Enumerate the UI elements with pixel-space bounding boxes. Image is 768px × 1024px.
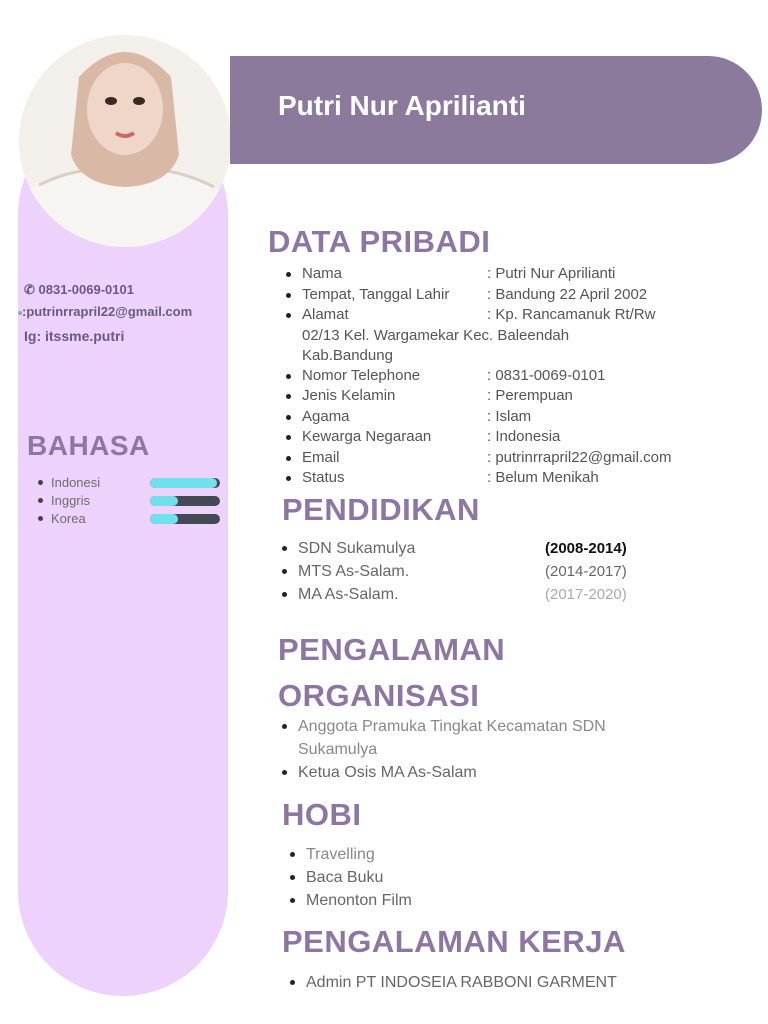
language-name: Korea — [51, 511, 86, 526]
personal-data-label-text: Agama — [302, 408, 350, 425]
kerja-title: PENGALAMAN KERJA — [282, 924, 626, 959]
personal-data-label — [286, 367, 420, 384]
education-years: (2008-2014) — [545, 540, 627, 557]
personal-data-label — [286, 387, 395, 404]
personal-data-label-text: Kewarga Negaraan — [302, 428, 432, 445]
bullet-icon — [290, 980, 295, 985]
hobi-item — [290, 892, 412, 910]
personal-data-value: : Indonesia — [487, 428, 561, 445]
organisasi-title-line2: ORGANISASI — [278, 678, 480, 713]
profile-photo — [19, 35, 231, 247]
personal-data-label-text: Email — [302, 449, 340, 466]
bullet-icon — [282, 724, 287, 729]
phone-icon: ✆ — [24, 282, 35, 297]
email-contact — [18, 304, 192, 319]
personal-data-value: : Putri Nur Aprilianti — [487, 265, 616, 282]
profile-photo-image — [19, 35, 231, 247]
kerja-item — [290, 974, 617, 992]
personal-data-value: : Perempuan — [487, 387, 573, 404]
bullet-icon — [290, 875, 295, 880]
kerja-item-text: Admin PT INDOSEIA RABBONI GARMENT — [306, 974, 617, 991]
hobi-item-text: Menonton Film — [306, 892, 412, 909]
organisasi-item-text: Anggota Pramuka Tingkat Kecamatan SDN — [298, 718, 606, 735]
organisasi-item — [282, 718, 606, 736]
bullet-icon — [286, 272, 291, 277]
bullet-icon — [286, 435, 291, 440]
bullet-icon — [290, 852, 295, 857]
personal-data-label-text: Tempat, Tanggal Lahir — [302, 286, 450, 303]
language-row — [38, 475, 220, 490]
bullet-icon — [286, 456, 291, 461]
bullet-icon — [286, 313, 291, 318]
education-years: (2017-2020) — [545, 586, 627, 603]
hobi-title: HOBI — [282, 797, 362, 832]
language-level-bar — [150, 514, 220, 524]
organisasi-item-text: Ketua Osis MA As-Salam — [298, 764, 477, 781]
personal-data-value: : putrinrrapril22@gmail.com — [487, 449, 672, 466]
bullet-icon — [286, 476, 291, 481]
phone-contact — [24, 282, 134, 298]
bullet-icon — [286, 415, 291, 420]
personal-data-value: : Kp. Rancamanuk Rt/Rw — [487, 306, 656, 323]
bullet-icon — [38, 498, 43, 503]
bullet-icon — [38, 480, 43, 485]
personal-data-label — [286, 408, 350, 425]
bullet-icon — [282, 569, 287, 574]
data-pribadi-title: DATA PRIBADI — [268, 224, 491, 259]
personal-data-label-text: Nomor Telephone — [302, 367, 421, 384]
instagram-contact: Ig: itssme.putri — [24, 328, 125, 344]
person-name: Putri Nur Aprilianti — [278, 90, 526, 121]
personal-data-label — [286, 306, 349, 323]
language-level-bar — [150, 496, 220, 506]
personal-data-label — [286, 449, 340, 466]
bullet-icon — [282, 770, 287, 775]
phone-text: 0831-0069-0101 — [38, 282, 134, 297]
bullet-icon — [290, 898, 295, 903]
organisasi-title-line1: PENGALAMAN — [278, 632, 506, 667]
hobi-item-text: Baca Buku — [306, 869, 384, 886]
hobi-item-text: Travelling — [306, 846, 375, 863]
education-item — [282, 540, 415, 558]
bullet-icon — [286, 293, 291, 298]
bullet-icon — [38, 516, 43, 521]
school-name: MTS As-Salam. — [298, 563, 410, 580]
alamat-line2: 02/13 Kel. Wargamekar Kec. Baleendah — [302, 327, 570, 344]
language-row — [38, 493, 220, 508]
bullet-icon — [286, 394, 291, 399]
language-level-fill — [150, 514, 178, 524]
bullet-icon — [282, 546, 287, 551]
email-text: :putrinrrapril22@gmail.com — [22, 304, 193, 319]
language-row — [38, 511, 220, 526]
personal-data-label — [286, 428, 431, 445]
education-item — [282, 563, 409, 581]
personal-data-value: : Islam — [487, 408, 532, 425]
pendidikan-title: PENDIDIKAN — [282, 492, 480, 527]
school-name: MA As-Salam. — [298, 586, 399, 603]
personal-data-label-text: Alamat — [302, 306, 349, 323]
language-level-bar — [150, 478, 220, 488]
education-item — [282, 586, 398, 604]
language-level-fill — [150, 478, 217, 488]
personal-data-label-text: Status — [302, 469, 345, 486]
organisasi-item — [282, 764, 477, 782]
personal-data-label — [286, 286, 449, 303]
name-banner — [230, 56, 762, 164]
personal-data-label — [286, 469, 345, 486]
alamat-line3: Kab.Bandung — [302, 347, 393, 364]
personal-data-label-text: Nama — [302, 265, 343, 282]
personal-data-label — [286, 265, 342, 282]
education-years: (2014-2017) — [545, 563, 627, 580]
personal-data-value: : Belum Menikah — [487, 469, 599, 486]
language-name: Indonesi — [51, 475, 101, 490]
personal-data-label-text: Jenis Kelamin — [302, 387, 396, 404]
hobi-item — [290, 846, 375, 864]
personal-data-value: : 0831-0069-0101 — [487, 367, 606, 384]
language-level-fill — [150, 496, 178, 506]
school-name: SDN Sukamulya — [298, 540, 416, 557]
hobi-item — [290, 869, 383, 887]
bullet-icon — [286, 374, 291, 379]
bahasa-title: BAHASA — [27, 430, 150, 461]
personal-data-value: : Bandung 22 April 2002 — [487, 286, 648, 303]
bullet-icon — [282, 592, 287, 597]
language-name: Inggris — [51, 493, 91, 508]
organisasi-item-cont: Sukamulya — [298, 741, 378, 758]
